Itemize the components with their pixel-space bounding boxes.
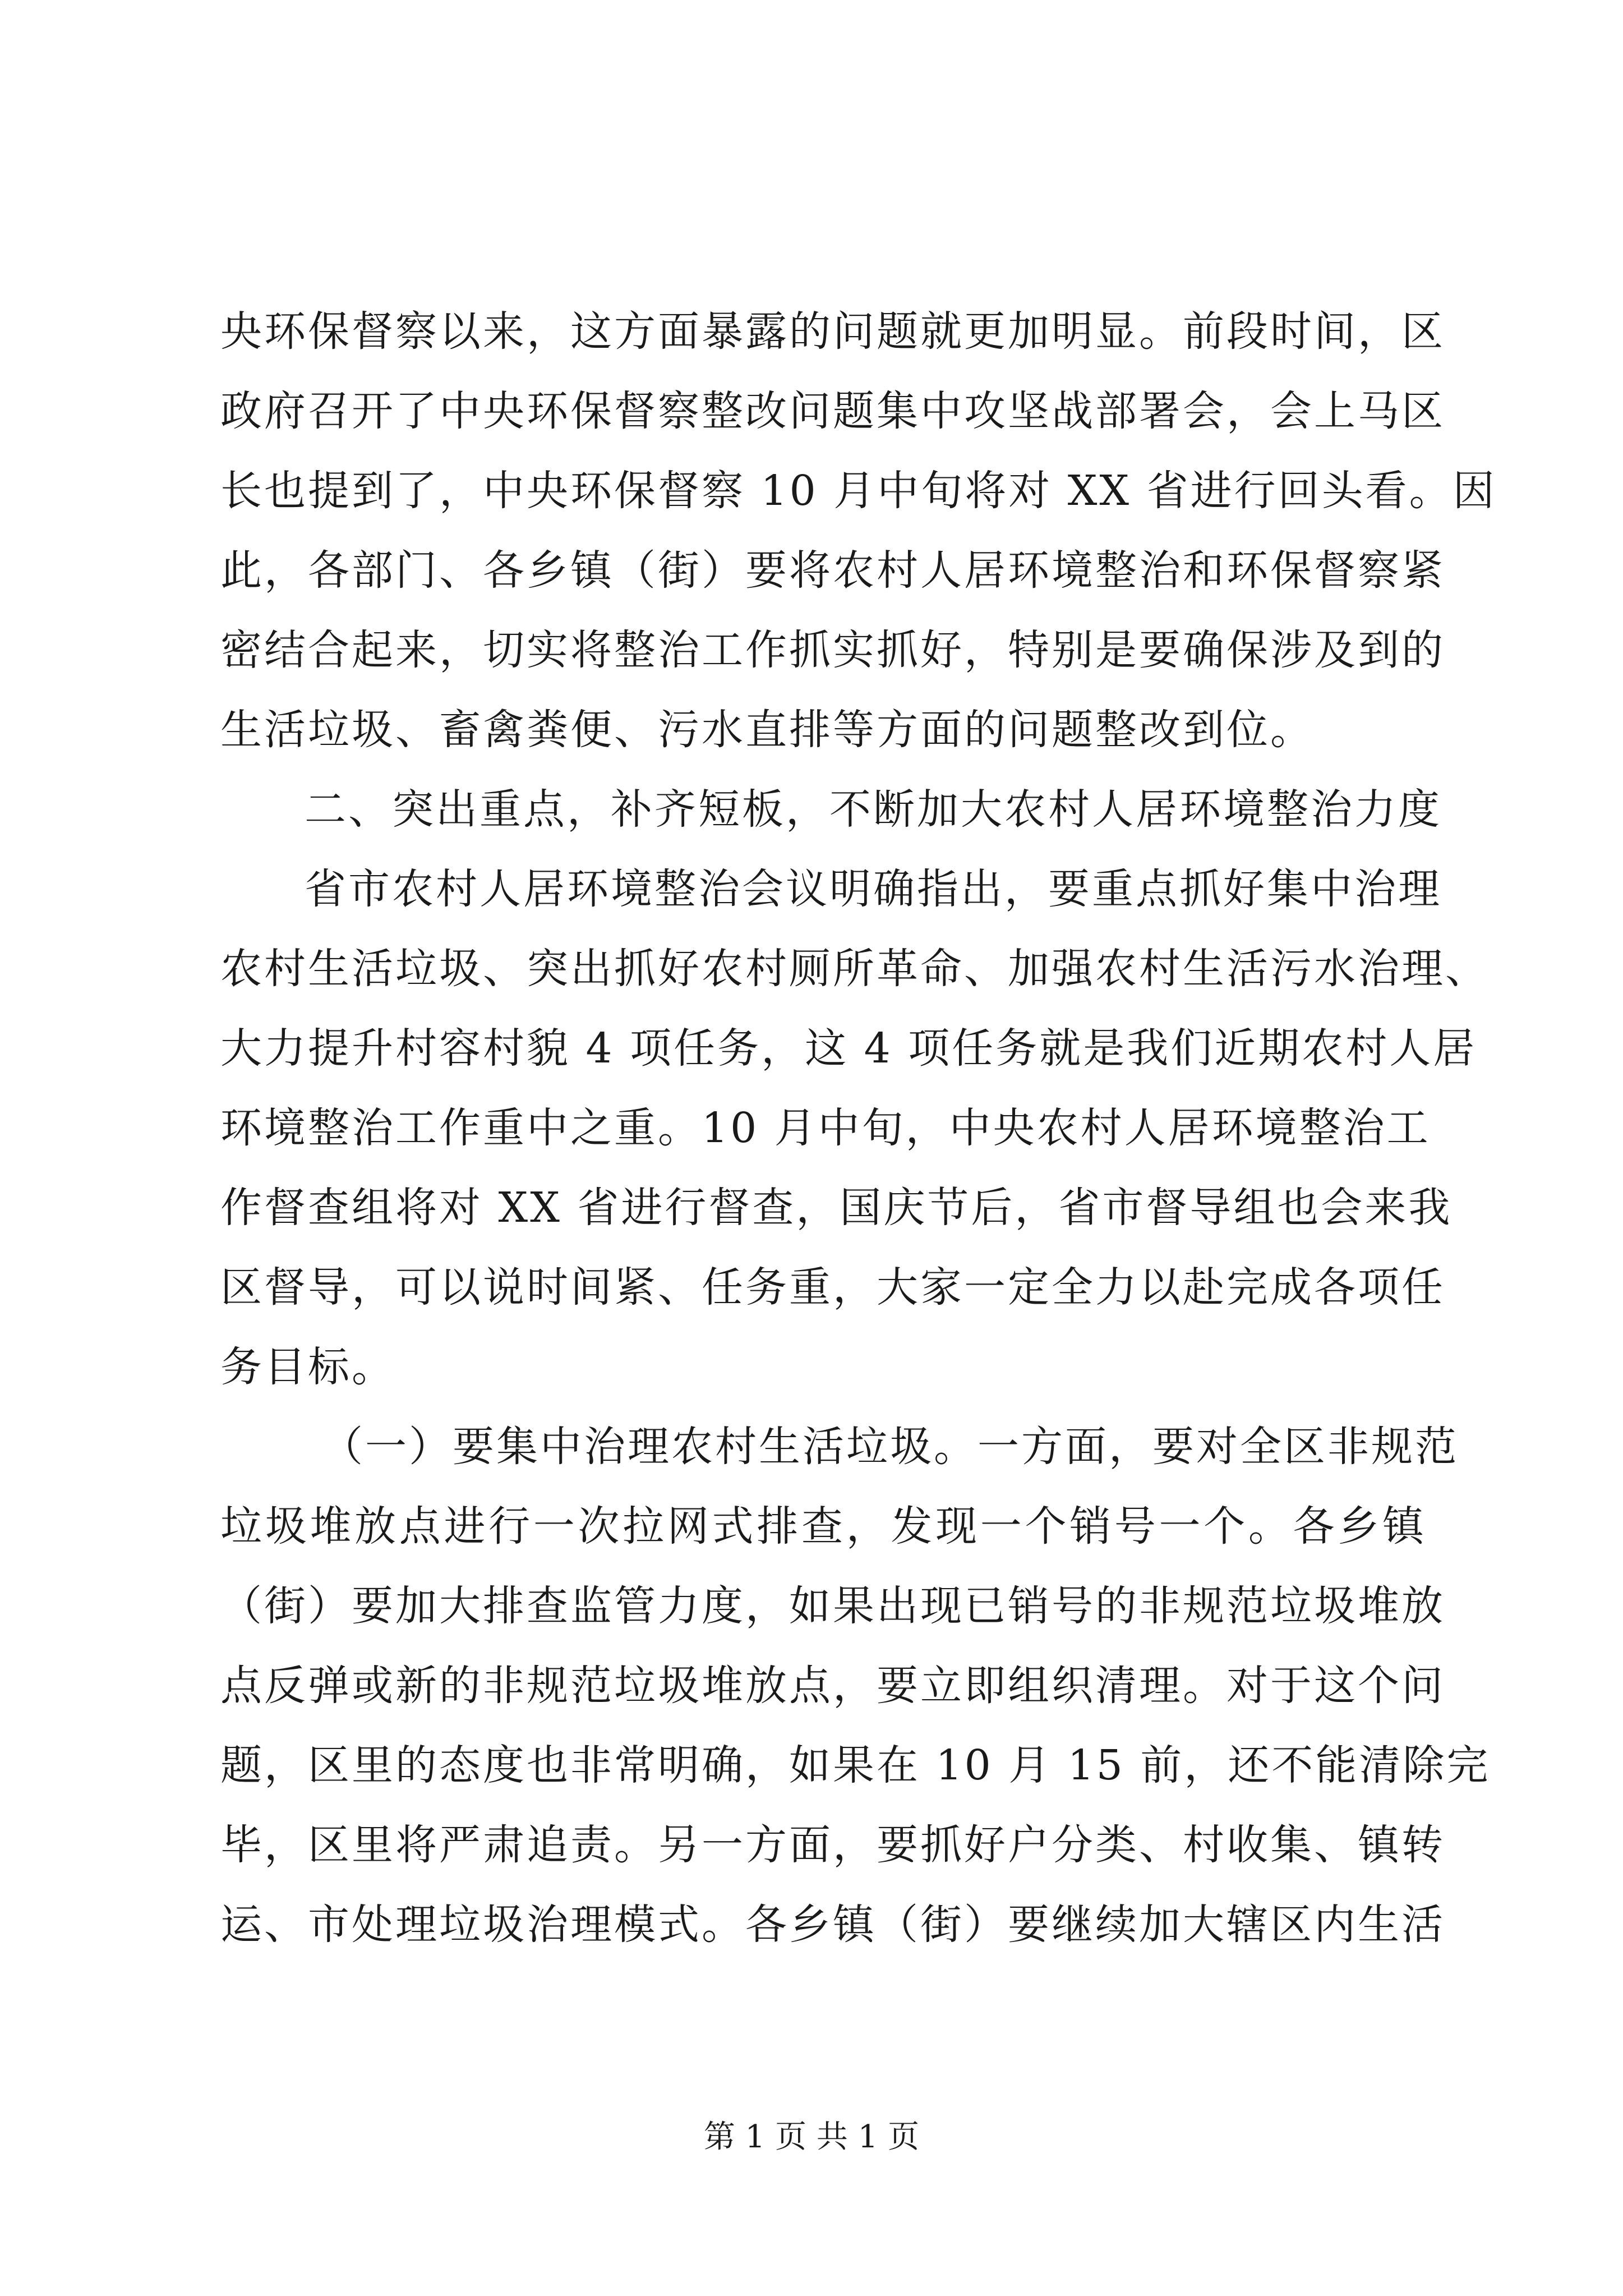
text-line-17: （街）要加大排查监管力度，如果出现已销号的非规范垃圾堆放 xyxy=(220,1582,1445,1630)
page-footer xyxy=(0,2115,1623,2160)
text-line-11: 环境整治工作重中之重。10 月中旬，中央农村人居环境整治工 xyxy=(220,1104,1431,1152)
text-line-13: 区督导，可以说时间紧、任务重，大家一定全力以赴完成各项任 xyxy=(220,1263,1445,1312)
subsection-line-1: （一）要集中治理农村生活垃圾。一方面，要对全区非规范 xyxy=(321,1423,1459,1471)
text-line-5: 密结合起来，切实将整治工作抓实抓好，特别是要确保涉及到的 xyxy=(220,626,1445,674)
text-line-9: 农村生活垃圾、突出抓好农村厕所革命、加强农村生活污水治理、 xyxy=(220,945,1489,993)
text-line-19: 题，区里的态度也非常明确，如果在 10 月 15 前，还不能清除完 xyxy=(220,1741,1491,1789)
text-line-14: 务目标。 xyxy=(220,1343,395,1391)
document-body xyxy=(220,292,1497,1964)
text-line-4: 此，各部门、各乡镇（街）要将农村人居环境整治和环保督察紧 xyxy=(220,546,1445,595)
text-line-2: 政府召开了中央环保督察整改问题集中攻坚战部署会，会上马区 xyxy=(220,387,1445,435)
text-line-12: 作督查组将对 XX 省进行督查，国庆节后，省市督导组也会来我 xyxy=(220,1184,1453,1232)
text-line-21: 运、市处理垃圾治理模式。各乡镇（街）要继续加大辖区内生活 xyxy=(220,1901,1445,1949)
text-line-18: 点反弹或新的非规范垃圾堆放点，要立即组织清理。对于这个问 xyxy=(220,1662,1445,1710)
text-line-8: 省市农村人居环境整治会议明确指出，要重点抓好集中治理 xyxy=(305,865,1442,913)
text-line-16: 垃圾堆放点进行一次拉网式排查，发现一个销号一个。各乡镇 xyxy=(220,1502,1426,1550)
text-line-10: 大力提升村容村貌 4 项任务，这 4 项任务就是我们近期农村人居 xyxy=(220,1024,1477,1073)
text-line-20: 毕，区里将严肃追责。另一方面，要抓好户分类、村收集、镇转 xyxy=(220,1821,1445,1869)
page-number: 第 1 页 共 1 页 xyxy=(703,2119,920,2155)
text-line-6: 生活垃圾、畜禽粪便、污水直排等方面的问题整改到位。 xyxy=(220,706,1314,754)
section-heading: 二、突出重点，补齐短板，不断加大农村人居环境整治力度 xyxy=(305,785,1442,834)
text-line-1: 央环保督察以来，这方面暴露的问题就更加明显。前段时间，区 xyxy=(220,307,1445,356)
text-line-3: 长也提到了，中央环保督察 10 月中旬将对 XX 省进行回头看。因 xyxy=(220,467,1497,515)
